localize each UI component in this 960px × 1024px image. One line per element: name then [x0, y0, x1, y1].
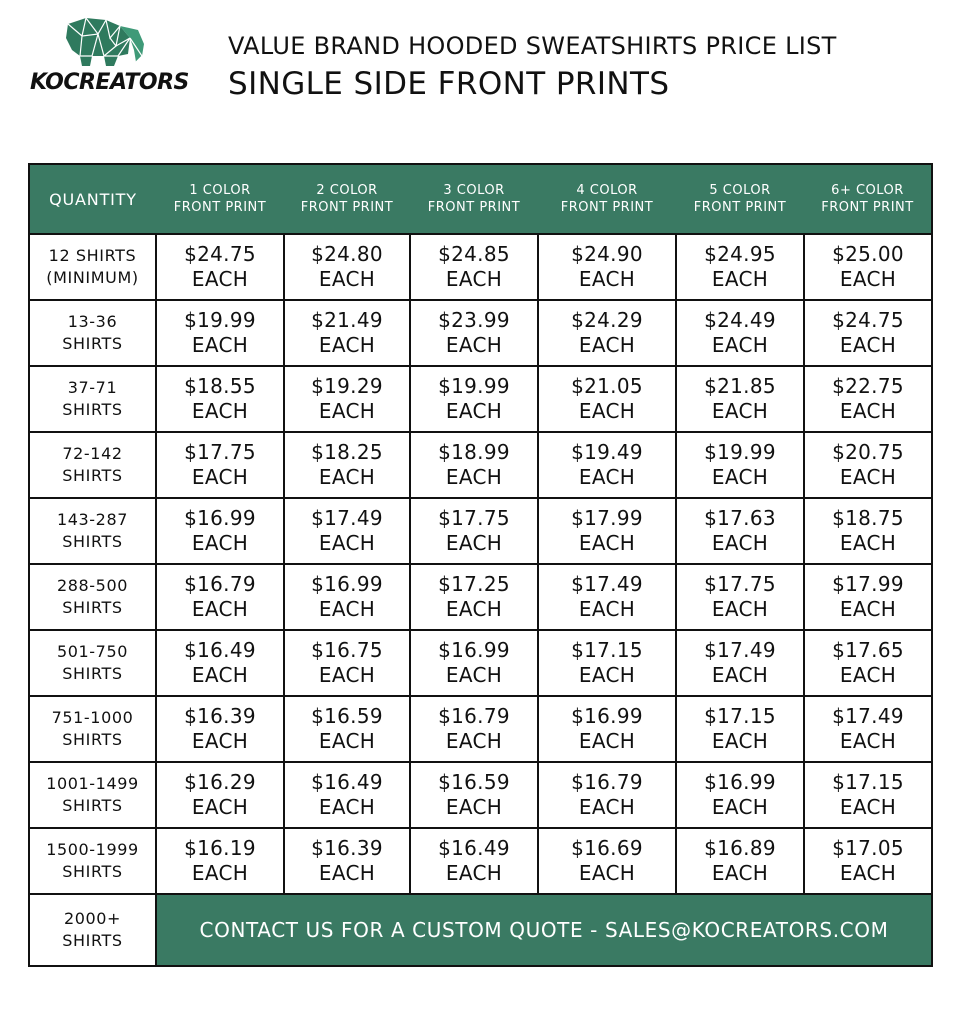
header-col-1-line2: FRONT PRINT	[173, 200, 267, 215]
price-unit: EACH	[578, 267, 636, 291]
price-value: $16.99	[184, 506, 256, 530]
price-value: $16.59	[311, 704, 383, 728]
price-value: $24.75	[184, 242, 256, 266]
price-cell	[284, 564, 410, 630]
price-cell	[156, 630, 284, 696]
price-unit: EACH	[445, 465, 503, 489]
price-cell	[804, 432, 932, 498]
price-unit: EACH	[711, 465, 769, 489]
price-unit: EACH	[191, 663, 249, 687]
price-cell	[410, 234, 538, 300]
header-col-2-line2: FRONT PRINT	[300, 200, 394, 215]
price-value: $24.85	[438, 242, 510, 266]
price-unit: EACH	[839, 861, 897, 885]
price-unit: EACH	[711, 267, 769, 291]
price-cell	[676, 696, 804, 762]
price-value: $17.49	[704, 638, 776, 662]
price-unit: EACH	[191, 267, 249, 291]
table-row	[29, 696, 932, 762]
price-cell	[676, 498, 804, 564]
price-unit: EACH	[191, 729, 249, 753]
price-value: $16.29	[184, 770, 256, 794]
quantity-line2: SHIRTS	[62, 664, 123, 683]
price-value: $16.99	[438, 638, 510, 662]
price-unit: EACH	[711, 597, 769, 621]
price-unit: EACH	[578, 531, 636, 555]
price-unit: EACH	[191, 531, 249, 555]
price-cell	[410, 630, 538, 696]
quantity-line1: 288-500	[56, 576, 129, 595]
quantity-cell	[29, 498, 156, 564]
price-unit: EACH	[839, 333, 897, 357]
quantity-cell	[29, 300, 156, 366]
price-unit: EACH	[445, 267, 503, 291]
price-cell	[804, 564, 932, 630]
price-cell	[804, 498, 932, 564]
table-row	[29, 234, 932, 300]
price-table-wrap	[28, 163, 931, 1003]
header-col-5	[676, 164, 804, 234]
quantity-cell	[29, 762, 156, 828]
price-unit: EACH	[318, 729, 376, 753]
price-value: $18.75	[832, 506, 904, 530]
header-col-4-line1: 4 COLOR	[576, 183, 638, 198]
price-cell	[538, 432, 676, 498]
price-value: $18.55	[184, 374, 256, 398]
price-unit: EACH	[318, 597, 376, 621]
price-unit: EACH	[839, 399, 897, 423]
price-cell	[804, 696, 932, 762]
price-cell	[538, 234, 676, 300]
price-cell	[676, 234, 804, 300]
price-value: $24.75	[832, 308, 904, 332]
price-cell	[804, 366, 932, 432]
header	[0, 0, 960, 160]
header-col-4-line2: FRONT PRINT	[560, 200, 654, 215]
price-value: $24.90	[571, 242, 643, 266]
table-row	[29, 300, 932, 366]
price-cell	[804, 234, 932, 300]
price-value: $17.75	[704, 572, 776, 596]
quantity-line2: SHIRTS	[62, 862, 123, 881]
price-cell	[156, 762, 284, 828]
price-value: $16.49	[184, 638, 256, 662]
quantity-line1: 501-750	[56, 642, 129, 661]
price-value: $17.25	[438, 572, 510, 596]
quantity-line2: SHIRTS	[62, 730, 123, 749]
table-header-row	[29, 164, 932, 234]
quantity-line1: 37-71	[67, 378, 118, 397]
price-value: $16.69	[571, 836, 643, 860]
price-cell	[676, 630, 804, 696]
price-unit: EACH	[191, 465, 249, 489]
quantity-cell	[29, 564, 156, 630]
quantity-cell	[29, 432, 156, 498]
price-cell	[538, 630, 676, 696]
quantity-line2: SHIRTS	[62, 931, 123, 950]
price-cell	[538, 762, 676, 828]
price-unit: EACH	[711, 333, 769, 357]
price-unit: EACH	[839, 597, 897, 621]
price-list-title: VALUE BRAND HOODED SWEATSHIRTS PRICE LIST	[228, 32, 837, 60]
price-unit: EACH	[191, 795, 249, 819]
header-col-6	[804, 164, 932, 234]
quantity-cell	[29, 894, 156, 966]
price-cell	[284, 234, 410, 300]
quantity-line2: SHIRTS	[62, 400, 123, 419]
price-table	[28, 163, 933, 967]
price-unit: EACH	[578, 465, 636, 489]
price-cell	[538, 366, 676, 432]
price-value: $17.49	[571, 572, 643, 596]
price-cell	[156, 498, 284, 564]
price-unit: EACH	[445, 531, 503, 555]
price-unit: EACH	[445, 399, 503, 423]
price-value: $17.49	[311, 506, 383, 530]
price-cell	[410, 498, 538, 564]
quantity-line2: SHIRTS	[62, 532, 123, 551]
price-value: $17.49	[832, 704, 904, 728]
quantity-line1: 1500-1999	[46, 840, 139, 859]
price-value: $16.59	[438, 770, 510, 794]
price-unit: EACH	[839, 267, 897, 291]
table-row	[29, 498, 932, 564]
price-cell	[410, 696, 538, 762]
price-cell	[538, 564, 676, 630]
price-value: $16.89	[704, 836, 776, 860]
header-col-6-line1: 6+ COLOR	[831, 183, 904, 198]
price-cell	[676, 432, 804, 498]
header-col-1-line1: 1 COLOR	[189, 183, 251, 198]
price-unit: EACH	[839, 531, 897, 555]
quantity-line1: 72-142	[62, 444, 123, 463]
price-cell	[676, 828, 804, 894]
price-unit: EACH	[839, 465, 897, 489]
price-unit: EACH	[191, 399, 249, 423]
quantity-line2: SHIRTS	[62, 334, 123, 353]
header-col-1	[156, 164, 284, 234]
price-cell	[410, 300, 538, 366]
header-col-3-line2: FRONT PRINT	[427, 200, 521, 215]
price-value: $16.99	[704, 770, 776, 794]
price-unit: EACH	[839, 729, 897, 753]
price-unit: EACH	[318, 795, 376, 819]
price-unit: EACH	[578, 597, 636, 621]
price-value: $16.39	[311, 836, 383, 860]
header-col-4	[538, 164, 676, 234]
price-value: $21.49	[311, 308, 383, 332]
quantity-line1: 2000+	[63, 909, 122, 928]
price-unit: EACH	[578, 729, 636, 753]
price-cell	[410, 366, 538, 432]
price-unit: EACH	[318, 333, 376, 357]
header-col-3-line1: 3 COLOR	[443, 183, 505, 198]
price-cell	[410, 432, 538, 498]
price-value: $17.99	[571, 506, 643, 530]
quantity-line2: SHIRTS	[62, 466, 123, 485]
price-value: $24.95	[704, 242, 776, 266]
price-value: $16.79	[184, 572, 256, 596]
price-unit: EACH	[578, 663, 636, 687]
price-cell	[156, 828, 284, 894]
price-unit: EACH	[711, 729, 769, 753]
price-value: $17.15	[832, 770, 904, 794]
price-unit: EACH	[445, 861, 503, 885]
price-cell	[156, 234, 284, 300]
header-col-2-line1: 2 COLOR	[316, 183, 378, 198]
price-value: $24.80	[311, 242, 383, 266]
price-unit: EACH	[711, 663, 769, 687]
price-cell	[676, 300, 804, 366]
quantity-line1: 12 SHIRTS	[48, 246, 137, 265]
price-cell	[676, 366, 804, 432]
price-cell	[538, 696, 676, 762]
price-cell	[410, 828, 538, 894]
price-cell	[284, 300, 410, 366]
price-value: $16.75	[311, 638, 383, 662]
price-cell	[538, 828, 676, 894]
price-list-subtitle: SINGLE SIDE FRONT PRINTS	[228, 66, 670, 102]
table-row	[29, 762, 932, 828]
quantity-line1: 751-1000	[51, 708, 134, 727]
header-col-3	[410, 164, 538, 234]
price-value: $16.49	[311, 770, 383, 794]
price-unit: EACH	[445, 663, 503, 687]
price-unit: EACH	[711, 795, 769, 819]
quantity-line2: SHIRTS	[62, 796, 123, 815]
price-cell	[156, 564, 284, 630]
price-cell	[284, 432, 410, 498]
price-cell	[538, 300, 676, 366]
table-row	[29, 432, 932, 498]
price-value: $17.99	[832, 572, 904, 596]
table-row-2000-plus	[29, 894, 932, 966]
price-cell	[410, 564, 538, 630]
price-unit: EACH	[445, 333, 503, 357]
brand-logo	[30, 16, 195, 95]
price-unit: EACH	[445, 597, 503, 621]
price-unit: EACH	[318, 531, 376, 555]
header-quantity: QUANTITY	[29, 164, 156, 234]
price-value: $17.15	[704, 704, 776, 728]
price-value: $16.49	[438, 836, 510, 860]
elephant-icon	[58, 16, 148, 68]
price-value: $23.99	[438, 308, 510, 332]
quantity-cell	[29, 630, 156, 696]
price-unit: EACH	[318, 465, 376, 489]
price-unit: EACH	[839, 663, 897, 687]
price-unit: EACH	[578, 861, 636, 885]
price-cell	[804, 762, 932, 828]
quantity-line1: 143-287	[56, 510, 129, 529]
header-col-5-line1: 5 COLOR	[709, 183, 771, 198]
price-unit: EACH	[318, 861, 376, 885]
price-value: $20.75	[832, 440, 904, 464]
price-value: $19.99	[438, 374, 510, 398]
price-value: $21.85	[704, 374, 776, 398]
price-value: $17.63	[704, 506, 776, 530]
table-row	[29, 564, 932, 630]
quantity-cell	[29, 828, 156, 894]
price-cell	[676, 762, 804, 828]
price-cell	[284, 696, 410, 762]
price-value: $18.25	[311, 440, 383, 464]
quantity-cell	[29, 234, 156, 300]
price-cell	[284, 498, 410, 564]
price-value: $17.75	[438, 506, 510, 530]
custom-quote-banner: CONTACT US FOR A CUSTOM QUOTE - SALES@KOCREATORS.COM	[156, 894, 932, 966]
price-cell	[410, 762, 538, 828]
price-cell	[156, 300, 284, 366]
price-unit: EACH	[711, 531, 769, 555]
price-cell	[804, 630, 932, 696]
price-cell	[284, 762, 410, 828]
price-value: $22.75	[832, 374, 904, 398]
price-value: $17.15	[571, 638, 643, 662]
table-row	[29, 366, 932, 432]
price-value: $18.99	[438, 440, 510, 464]
price-value: $19.99	[704, 440, 776, 464]
price-value: $19.99	[184, 308, 256, 332]
price-cell	[284, 828, 410, 894]
price-cell	[676, 564, 804, 630]
price-value: $16.79	[438, 704, 510, 728]
quantity-line1: 1001-1499	[46, 774, 139, 793]
header-col-6-line2: FRONT PRINT	[821, 200, 914, 215]
price-unit: EACH	[318, 267, 376, 291]
price-value: $17.75	[184, 440, 256, 464]
price-unit: EACH	[318, 663, 376, 687]
price-value: $19.29	[311, 374, 383, 398]
price-value: $17.65	[832, 638, 904, 662]
quantity-cell	[29, 366, 156, 432]
price-unit: EACH	[711, 399, 769, 423]
price-value: $21.05	[571, 374, 643, 398]
price-unit: EACH	[445, 795, 503, 819]
price-unit: EACH	[711, 861, 769, 885]
price-unit: EACH	[578, 399, 636, 423]
price-value: $17.05	[832, 836, 904, 860]
price-cell	[156, 366, 284, 432]
price-table-body	[29, 234, 932, 966]
price-value: $25.00	[832, 242, 904, 266]
quantity-cell	[29, 696, 156, 762]
brand-name: KOCREATORS	[30, 70, 189, 95]
quantity-line1: 13-36	[67, 312, 118, 331]
price-cell	[284, 366, 410, 432]
price-cell	[284, 630, 410, 696]
price-unit: EACH	[578, 795, 636, 819]
price-unit: EACH	[445, 729, 503, 753]
price-value: $16.99	[571, 704, 643, 728]
price-unit: EACH	[191, 333, 249, 357]
price-value: $16.79	[571, 770, 643, 794]
quantity-line2: (MINIMUM)	[46, 268, 139, 287]
price-unit: EACH	[191, 597, 249, 621]
table-row	[29, 630, 932, 696]
price-cell	[804, 828, 932, 894]
price-cell	[156, 696, 284, 762]
header-col-5-line2: FRONT PRINT	[693, 200, 787, 215]
price-cell	[156, 432, 284, 498]
price-cell	[804, 300, 932, 366]
price-value: $24.29	[571, 308, 643, 332]
price-value: $24.49	[704, 308, 776, 332]
price-unit: EACH	[578, 333, 636, 357]
price-cell	[538, 498, 676, 564]
price-value: $19.49	[571, 440, 643, 464]
price-unit: EACH	[839, 795, 897, 819]
price-unit: EACH	[191, 861, 249, 885]
price-unit: EACH	[318, 399, 376, 423]
header-col-2	[284, 164, 410, 234]
table-row	[29, 828, 932, 894]
price-value: $16.99	[311, 572, 383, 596]
quantity-line2: SHIRTS	[62, 598, 123, 617]
price-value: $16.39	[184, 704, 256, 728]
price-value: $16.19	[184, 836, 256, 860]
